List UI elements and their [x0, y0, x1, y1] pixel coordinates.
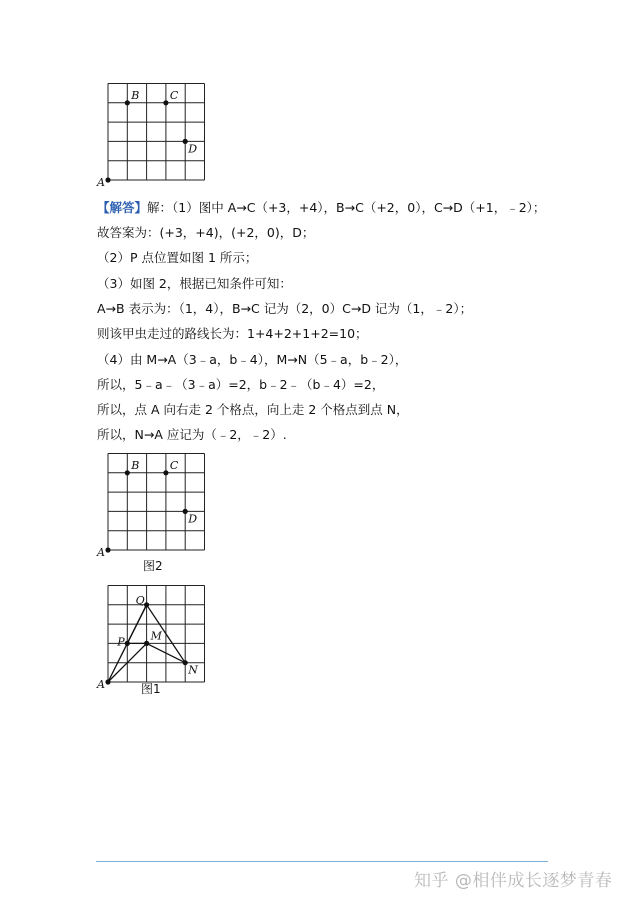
solution-line-8: 所以，5﹣a﹣（3﹣a）=2，b﹣2﹣（b﹣4）=2，: [97, 377, 385, 392]
footer-rule: [96, 861, 548, 862]
solution-line-9: 所以，点 A 向右走 2 个格点，向上走 2 个格点到点 N，: [97, 402, 409, 417]
solution-line-4: （3）如图 2，根据已知条件可知：: [97, 276, 292, 291]
point-p: [125, 641, 130, 646]
point-b: [125, 100, 130, 105]
point-label-c: C: [169, 458, 179, 472]
point-label-m: M: [150, 629, 162, 643]
solution-line-5: A→B 表示为：（1，4），B→C 记为（2，0）C→D 记为（1，﹣2）；: [97, 301, 473, 316]
solution-line-1: [97, 200, 545, 216]
point-c: [163, 100, 168, 105]
point-label-q: Q: [135, 593, 145, 607]
solution-line-3: （2）P 点位置如图 1 所示；: [97, 250, 258, 265]
point-c: [163, 470, 168, 475]
solution-line-10: 所以，N→A 应记为（﹣2，﹣2）.: [97, 427, 287, 442]
answer-tag: 【解答】: [97, 200, 148, 215]
point-label-p: P: [117, 635, 125, 649]
solution-line-2: 故答案为：(+3，+4)，(+2，0)，D；: [97, 225, 315, 240]
grid-figure-1-svg: [96, 582, 211, 692]
point-label-b: B: [131, 458, 140, 472]
point-a: [105, 177, 110, 182]
grid-figure-top-svg: [96, 80, 211, 190]
point-q: [144, 602, 149, 607]
watermark: 知乎 @相伴成长逐梦青春: [414, 871, 613, 891]
point-label-d: D: [188, 512, 198, 526]
point-d: [183, 139, 188, 144]
point-m: [144, 641, 149, 646]
figure-2-caption: 图2: [143, 559, 163, 573]
point-label-c: C: [169, 88, 179, 102]
point-a: [105, 679, 110, 684]
point-a: [105, 547, 110, 552]
point-b: [125, 470, 130, 475]
figure-1-caption: 图1: [141, 682, 161, 696]
grid-figure-top: [96, 80, 211, 190]
point-d: [183, 509, 188, 514]
solution-line-6: 则该甲虫走过的路线长为：1+4+2+1+2=10；: [97, 326, 368, 341]
point-label-n: N: [188, 663, 198, 677]
grid-figure-2-svg: [96, 450, 211, 560]
point-label-a: A: [97, 546, 105, 559]
point-n: [183, 660, 188, 665]
point-label-d: D: [188, 142, 198, 156]
solution-line-7: （4）由 M→A（3﹣a，b﹣4），M→N（5﹣a，b﹣2），: [97, 352, 408, 367]
grid-figure-2: [96, 450, 211, 560]
grid-figure-1: [96, 582, 211, 692]
point-label-a: A: [97, 678, 105, 691]
point-label-b: B: [131, 88, 140, 102]
point-label-a: A: [97, 176, 105, 189]
solution-line-1-text: 解：（1）图中 A→C（+3，+4），B→C（+2，0），C→D（+1，﹣2）；: [147, 200, 546, 215]
